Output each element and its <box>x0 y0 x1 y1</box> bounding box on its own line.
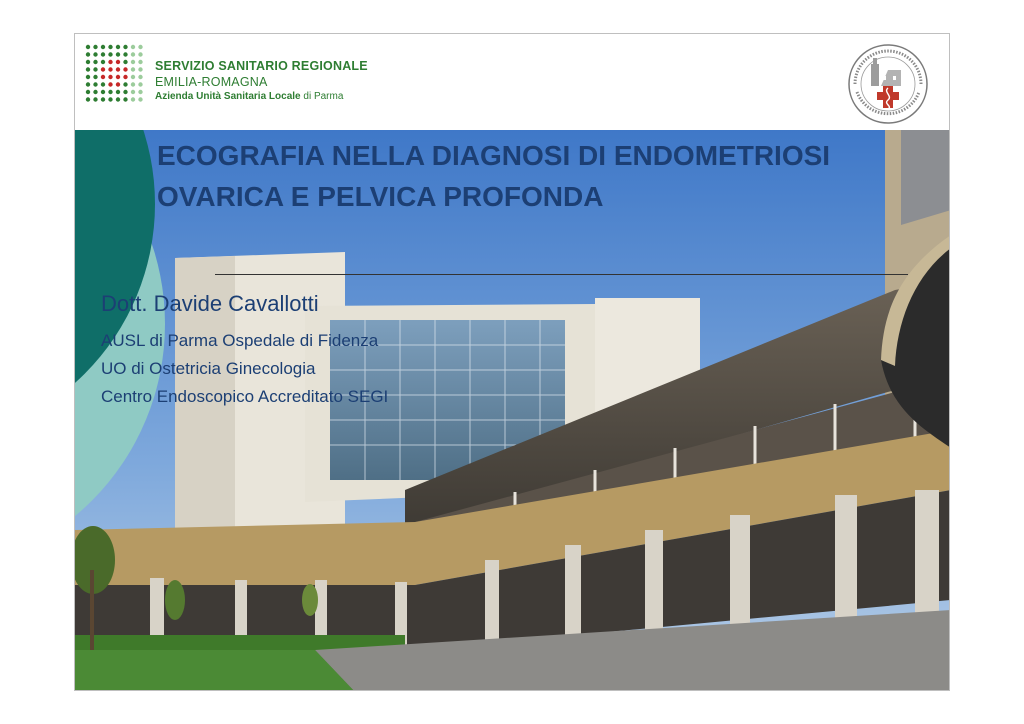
logo-dot <box>123 90 127 94</box>
org-name-line3-bold: Azienda Unità Sanitaria Locale <box>155 91 301 102</box>
logo-dot <box>131 45 135 49</box>
logo-dot <box>138 90 142 94</box>
logo-dot <box>123 75 127 79</box>
logo-dot <box>93 97 97 101</box>
logo-dot <box>131 67 135 71</box>
affiliation-line: Centro Endoscopico Accreditato SEGI <box>101 387 389 406</box>
logo-dot <box>138 82 142 86</box>
logo-dot <box>86 60 90 64</box>
logo-dot <box>123 82 127 86</box>
logo-dot <box>93 75 97 79</box>
logo-dot <box>93 67 97 71</box>
logo-dot <box>101 97 105 101</box>
logo-dot <box>86 97 90 101</box>
medical-association-seal-icon <box>843 42 933 126</box>
logo-dot <box>138 60 142 64</box>
logo-dot <box>108 97 112 101</box>
logo-dot <box>108 60 112 64</box>
logo-dot <box>131 97 135 101</box>
logo-dot <box>101 60 105 64</box>
logo-dot <box>108 75 112 79</box>
logo-dot <box>93 82 97 86</box>
logo-dot <box>108 52 112 56</box>
logo-dot <box>93 90 97 94</box>
slide-title: ECOGRAFIA NELLA DIAGNOSI DI ENDOMETRIOSI OVARICA E PELVICA PROFONDA <box>157 140 831 212</box>
title-divider <box>215 274 908 275</box>
logo-dot <box>101 90 105 94</box>
logo-dot <box>131 52 135 56</box>
logo-dot <box>108 45 112 49</box>
logo-dot <box>108 90 112 94</box>
logo-dot <box>123 60 127 64</box>
slide-header <box>75 34 950 130</box>
logo-dot <box>86 52 90 56</box>
logo-dot <box>123 45 127 49</box>
logo-dot <box>138 45 142 49</box>
logo-dot <box>116 90 120 94</box>
logo-dot <box>108 67 112 71</box>
logo-dot <box>93 52 97 56</box>
logo-dot <box>101 82 105 86</box>
org-name-line3 <box>155 91 343 102</box>
logo-dot <box>131 90 135 94</box>
logo-dot <box>116 52 120 56</box>
logo-dot <box>116 45 120 49</box>
org-name-line2: EMILIA-ROMAGNA <box>155 75 268 89</box>
author-name: Dott. Davide Cavallotti <box>101 291 319 316</box>
logo-dot <box>138 75 142 79</box>
logo-dot <box>138 52 142 56</box>
logo-dot <box>101 67 105 71</box>
logo-dot <box>101 45 105 49</box>
logo-dot <box>116 82 120 86</box>
logo-dot <box>116 67 120 71</box>
logo-dot <box>123 67 127 71</box>
slide <box>74 33 950 691</box>
logo-dot <box>131 60 135 64</box>
logo-dot <box>116 60 120 64</box>
logo-dot <box>123 52 127 56</box>
affiliation-line: UO di Ostetricia Ginecologia <box>101 359 316 378</box>
logo-dot <box>108 82 112 86</box>
logo-dot <box>86 90 90 94</box>
logo-dot <box>86 67 90 71</box>
regional-health-service-logo-icon <box>83 42 147 106</box>
logo-dot <box>131 82 135 86</box>
affiliation-line: AUSL di Parma Ospedale di Fidenza <box>101 331 379 350</box>
logo-dot <box>86 45 90 49</box>
logo-dot <box>123 97 127 101</box>
org-name-line1: SERVIZIO SANITARIO REGIONALE <box>155 59 368 73</box>
logo-dot <box>101 52 105 56</box>
org-name-line3-rest: di Parma <box>300 91 344 102</box>
logo-dot <box>93 60 97 64</box>
logo-dot <box>86 75 90 79</box>
logo-dot <box>138 67 142 71</box>
logo-dot <box>131 75 135 79</box>
logo-dot <box>116 75 120 79</box>
logo-dot <box>101 75 105 79</box>
logo-dot <box>138 97 142 101</box>
logo-dot <box>86 82 90 86</box>
logo-dot <box>116 97 120 101</box>
logo-dot <box>93 45 97 49</box>
